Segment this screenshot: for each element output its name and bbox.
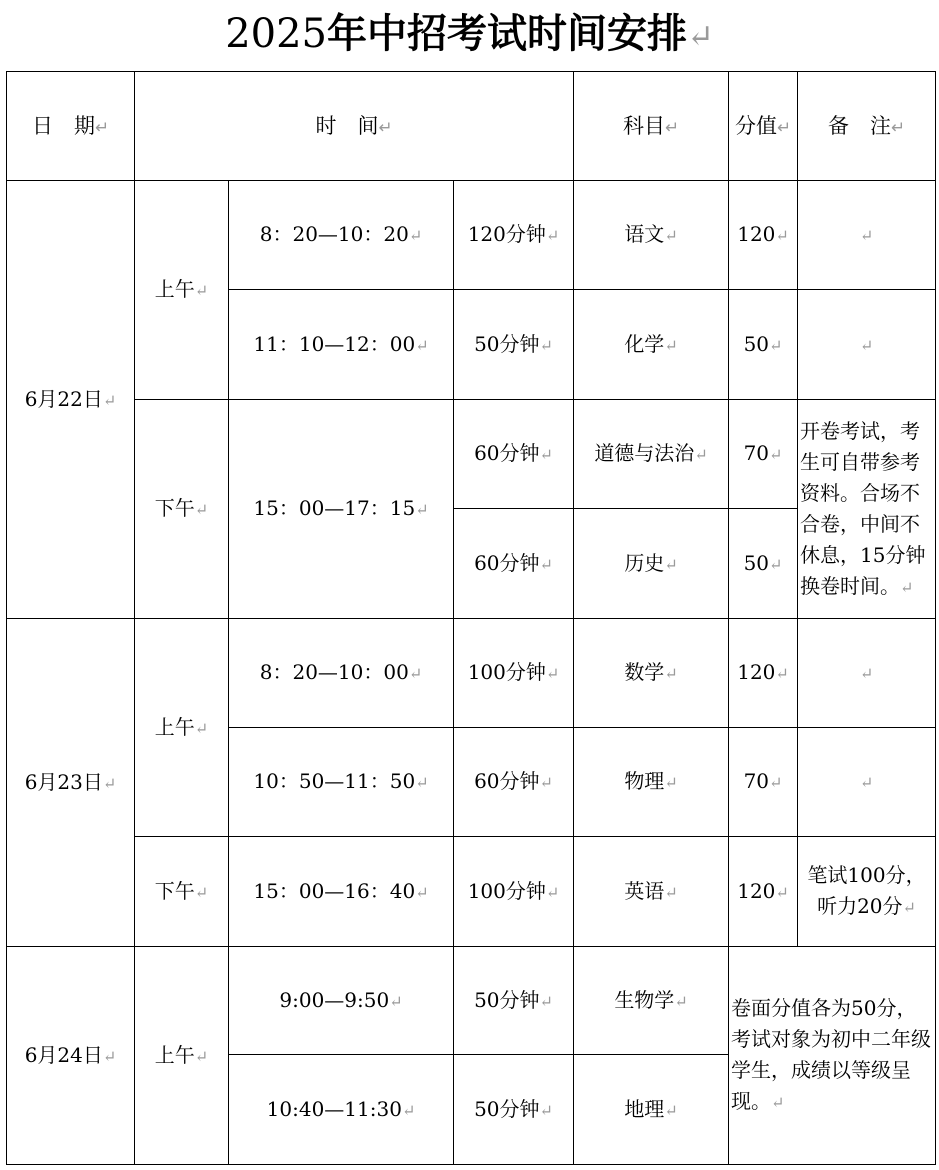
session-cell: 上午↵	[135, 181, 229, 400]
session-cell: 下午↵	[135, 400, 229, 619]
score-cell: 70↵	[729, 400, 798, 509]
duration-cell: 50分钟↵	[454, 290, 574, 400]
remark-cell: 开卷考试，考生可自带参考资料。合场不合卷，中间不休息，15分钟换卷时间。↵	[798, 400, 936, 619]
exam-schedule-table	[6, 71, 936, 1165]
title-year: 2025	[225, 11, 327, 57]
date-cell: 6月24日↵	[7, 947, 135, 1165]
duration-cell: 100分钟↵	[454, 837, 574, 947]
duration-cell: 50分钟↵	[454, 1055, 574, 1165]
header-subject: 科目↵	[574, 72, 729, 181]
duration-cell: 60分钟↵	[454, 509, 574, 619]
header-score: 分值↵	[729, 72, 798, 181]
subject-cell: 化学↵	[574, 290, 729, 400]
subject-cell: 地理↵	[574, 1055, 729, 1165]
session-cell: 下午↵	[135, 837, 229, 947]
duration-cell: 60分钟↵	[454, 728, 574, 837]
title-text: 年中招考试时间安排	[326, 11, 687, 57]
time-cell: 15：00—16：40↵	[229, 837, 454, 947]
paragraph-mark-icon: ↵	[686, 17, 714, 55]
score-cell: 50↵	[729, 290, 798, 400]
date-cell: 6月23日↵	[7, 619, 135, 947]
header-row	[7, 72, 936, 181]
score-cell: 120↵	[729, 837, 798, 947]
date-cell: 6月22日↵	[7, 181, 135, 619]
score-cell: 120↵	[729, 181, 798, 290]
time-cell: 10:40—11:30↵	[229, 1055, 454, 1165]
remark-cell: ↵	[798, 181, 936, 290]
header-time: 时 间↵	[135, 72, 574, 181]
remark-cell: ↵	[798, 728, 936, 837]
subject-cell: 语文↵	[574, 181, 729, 290]
time-cell: 10：50—11：50↵	[229, 728, 454, 837]
subject-cell: 英语↵	[574, 837, 729, 947]
page-title	[0, 6, 939, 62]
session-cell: 上午↵	[135, 619, 229, 837]
time-cell: 9:00—9:50↵	[229, 947, 454, 1055]
header-remark: 备 注↵	[798, 72, 936, 181]
remark-cell: ↵	[798, 619, 936, 728]
table-row	[7, 181, 936, 290]
time-cell: 11：10—12：00↵	[229, 290, 454, 400]
duration-cell: 50分钟↵	[454, 947, 574, 1055]
remark-cell: 卷面分值各为50分，考试对象为初中二年级学生，成绩以等级呈现。↵	[729, 947, 936, 1165]
table-row	[7, 837, 936, 947]
table-row	[7, 400, 936, 509]
remark-cell: 笔试100分，听力20分↵	[798, 837, 936, 947]
subject-cell: 生物学↵	[574, 947, 729, 1055]
score-cell: 50↵	[729, 509, 798, 619]
table-row	[7, 619, 936, 728]
remark-cell: ↵	[798, 290, 936, 400]
score-cell: 120↵	[729, 619, 798, 728]
duration-cell: 100分钟↵	[454, 619, 574, 728]
subject-cell: 数学↵	[574, 619, 729, 728]
header-date: 日 期↵	[7, 72, 135, 181]
subject-cell: 物理↵	[574, 728, 729, 837]
duration-cell: 60分钟↵	[454, 400, 574, 509]
time-cell: 8：20—10：00↵	[229, 619, 454, 728]
time-cell: 8：20—10：20↵	[229, 181, 454, 290]
time-cell: 15：00—17：15↵	[229, 400, 454, 619]
subject-cell: 历史↵	[574, 509, 729, 619]
duration-cell: 120分钟↵	[454, 181, 574, 290]
score-cell: 70↵	[729, 728, 798, 837]
table-row	[7, 947, 936, 1055]
session-cell: 上午↵	[135, 947, 229, 1165]
subject-cell: 道德与法治↵	[574, 400, 729, 509]
